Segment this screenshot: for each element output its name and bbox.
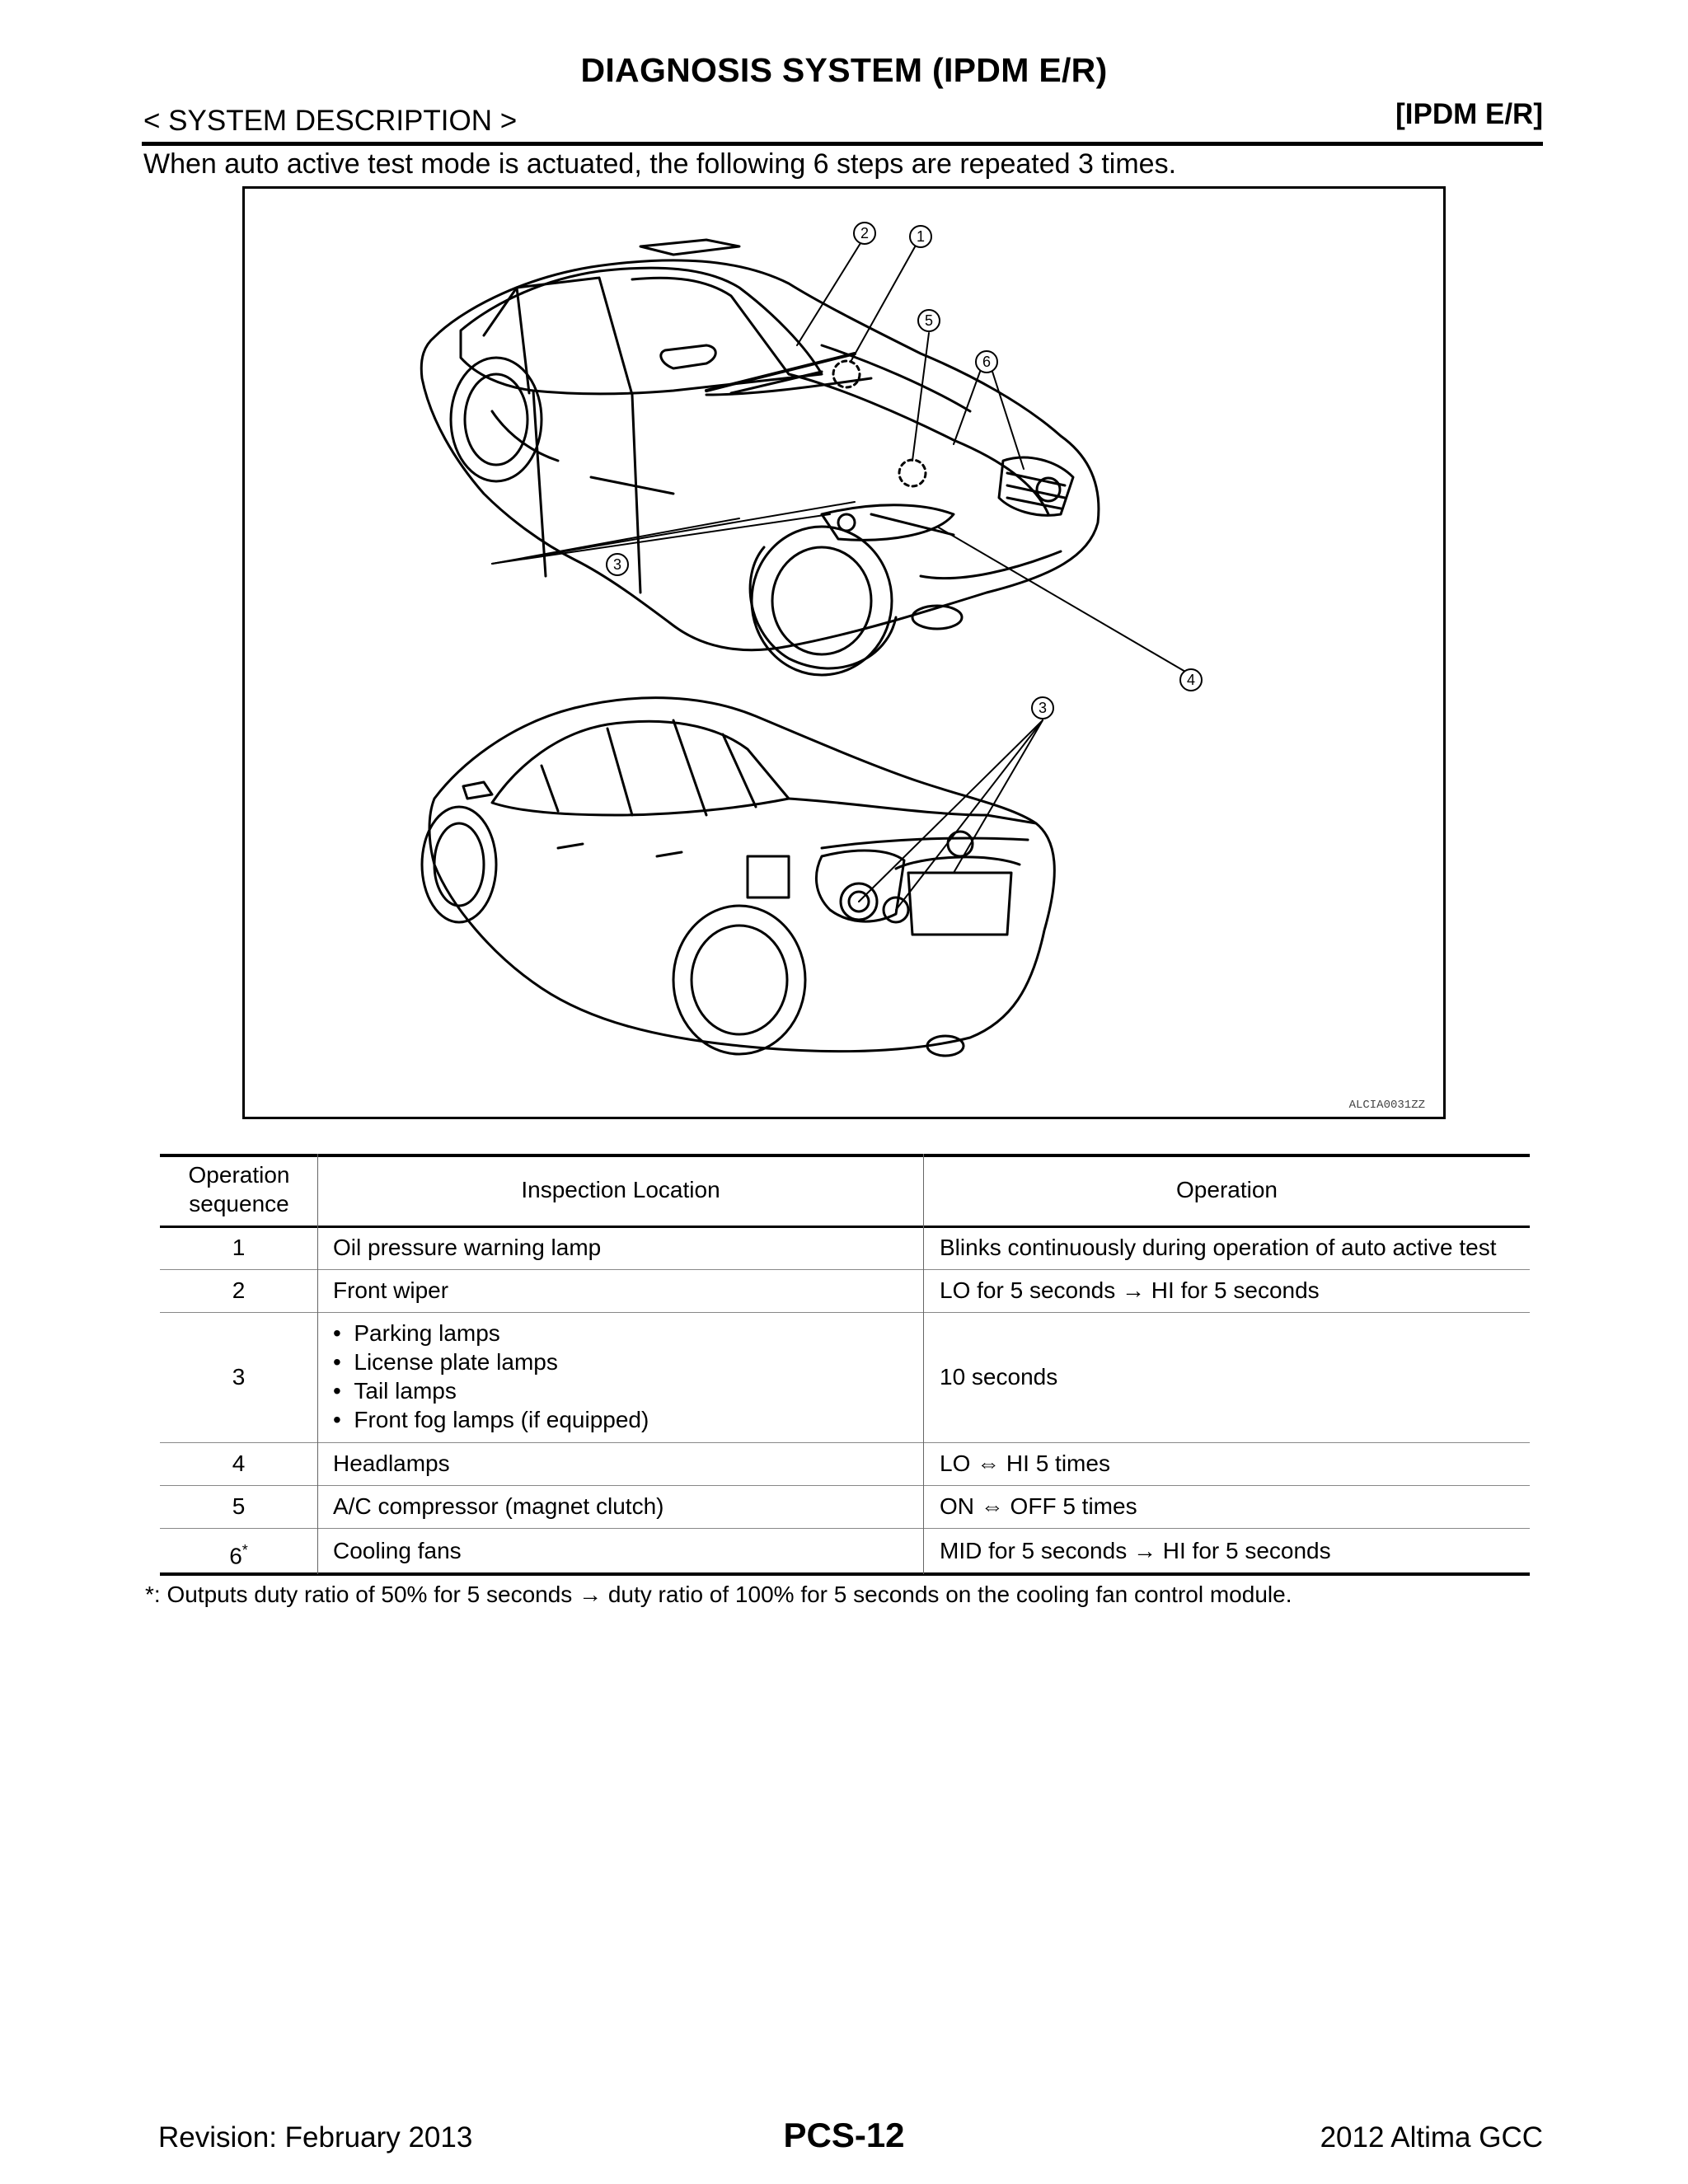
vehicle-diagram [242, 186, 1446, 1119]
table-row-rule [160, 1528, 1530, 1529]
rear-car-illustration [422, 698, 1054, 1056]
row-4-operation: LO ⇔ HI 5 times [940, 1451, 1110, 1476]
header-tag: [IPDM E/R] [1395, 98, 1543, 130]
list-item: • License plate lamps [333, 1349, 558, 1375]
row-5-location: A/C compressor (magnet clutch) [333, 1493, 664, 1519]
front-callout-leaders [492, 237, 1191, 675]
header-inspection-location: Inspection Location [521, 1177, 720, 1202]
table-row-rule [160, 1442, 1530, 1443]
callout-label: 3 [612, 556, 622, 573]
rear-callout-leaders [859, 720, 1043, 910]
callout-label: 1 [916, 228, 926, 245]
row-6-location: Cooling fans [333, 1538, 462, 1563]
row-1-operation: Blinks continuously during operation of auto active test [940, 1235, 1497, 1260]
header-operation: Operation [1176, 1177, 1278, 1202]
front-car-illustration [421, 240, 1099, 675]
row-2-location: Front wiper [333, 1277, 449, 1303]
table-row-rule [160, 1269, 1530, 1270]
table-col-rule [317, 1154, 318, 1574]
footer-page-number: PCS-12 [783, 2116, 905, 2154]
list-item: • Tail lamps [333, 1378, 457, 1404]
callout-label: 6 [982, 354, 992, 370]
intro-text: When auto active test mode is actuated, the following 6 steps are repeated 3 times. [143, 148, 1177, 180]
row-5-operation: ON ⇔ OFF 5 times [940, 1493, 1137, 1519]
table-col-rule [923, 1154, 924, 1574]
table-top-rule [160, 1154, 1530, 1157]
callout-label: 4 [1186, 672, 1196, 688]
operations-table [160, 1154, 1530, 1582]
footer-model: 2012 Altima GCC [1320, 2121, 1543, 2154]
callout-label: 2 [860, 225, 870, 241]
row-3-sequence: 3 [232, 1364, 246, 1390]
row-1-sequence: 1 [232, 1235, 246, 1260]
row-4-location: Headlamps [333, 1451, 450, 1476]
table-header-rule [160, 1226, 1530, 1228]
figure-code: ALCIA0031ZZ [1348, 1099, 1425, 1112]
list-item: • Front fog lamps (if equipped) [333, 1407, 649, 1432]
header-operation-sequence: Operation sequence [188, 1162, 290, 1216]
callout-label: 3 [1038, 700, 1048, 716]
row-3-location-list [333, 1319, 649, 1434]
section-label: < SYSTEM DESCRIPTION > [143, 105, 518, 137]
footnote-marker: * [241, 1542, 248, 1558]
callout-label: 5 [924, 312, 934, 329]
table-bottom-rule [160, 1572, 1530, 1576]
header-rule [142, 142, 1543, 146]
footer-revision: Revision: February 2013 [158, 2121, 473, 2154]
footnote: *: Outputs duty ratio of 50% for 5 seconds → duty ratio of 100% for 5 seconds on the cooling fan control module. [145, 1582, 1292, 1607]
list-item: • Parking lamps [333, 1320, 500, 1346]
row-6-sequence: 6* [229, 1542, 248, 1569]
row-2-sequence: 2 [232, 1277, 246, 1303]
row-4-sequence: 4 [232, 1451, 246, 1476]
row-6-operation: MID for 5 seconds → HI for 5 seconds [940, 1538, 1331, 1563]
row-3-operation: 10 seconds [940, 1364, 1058, 1390]
row-5-sequence: 5 [232, 1493, 246, 1519]
table-row-rule [160, 1485, 1530, 1486]
table-row-rule [160, 1312, 1530, 1313]
row-1-location: Oil pressure warning lamp [333, 1235, 602, 1260]
row-2-operation: LO for 5 seconds → HI for 5 seconds [940, 1277, 1320, 1303]
page-title: DIAGNOSIS SYSTEM (IPDM E/R) [580, 51, 1108, 89]
